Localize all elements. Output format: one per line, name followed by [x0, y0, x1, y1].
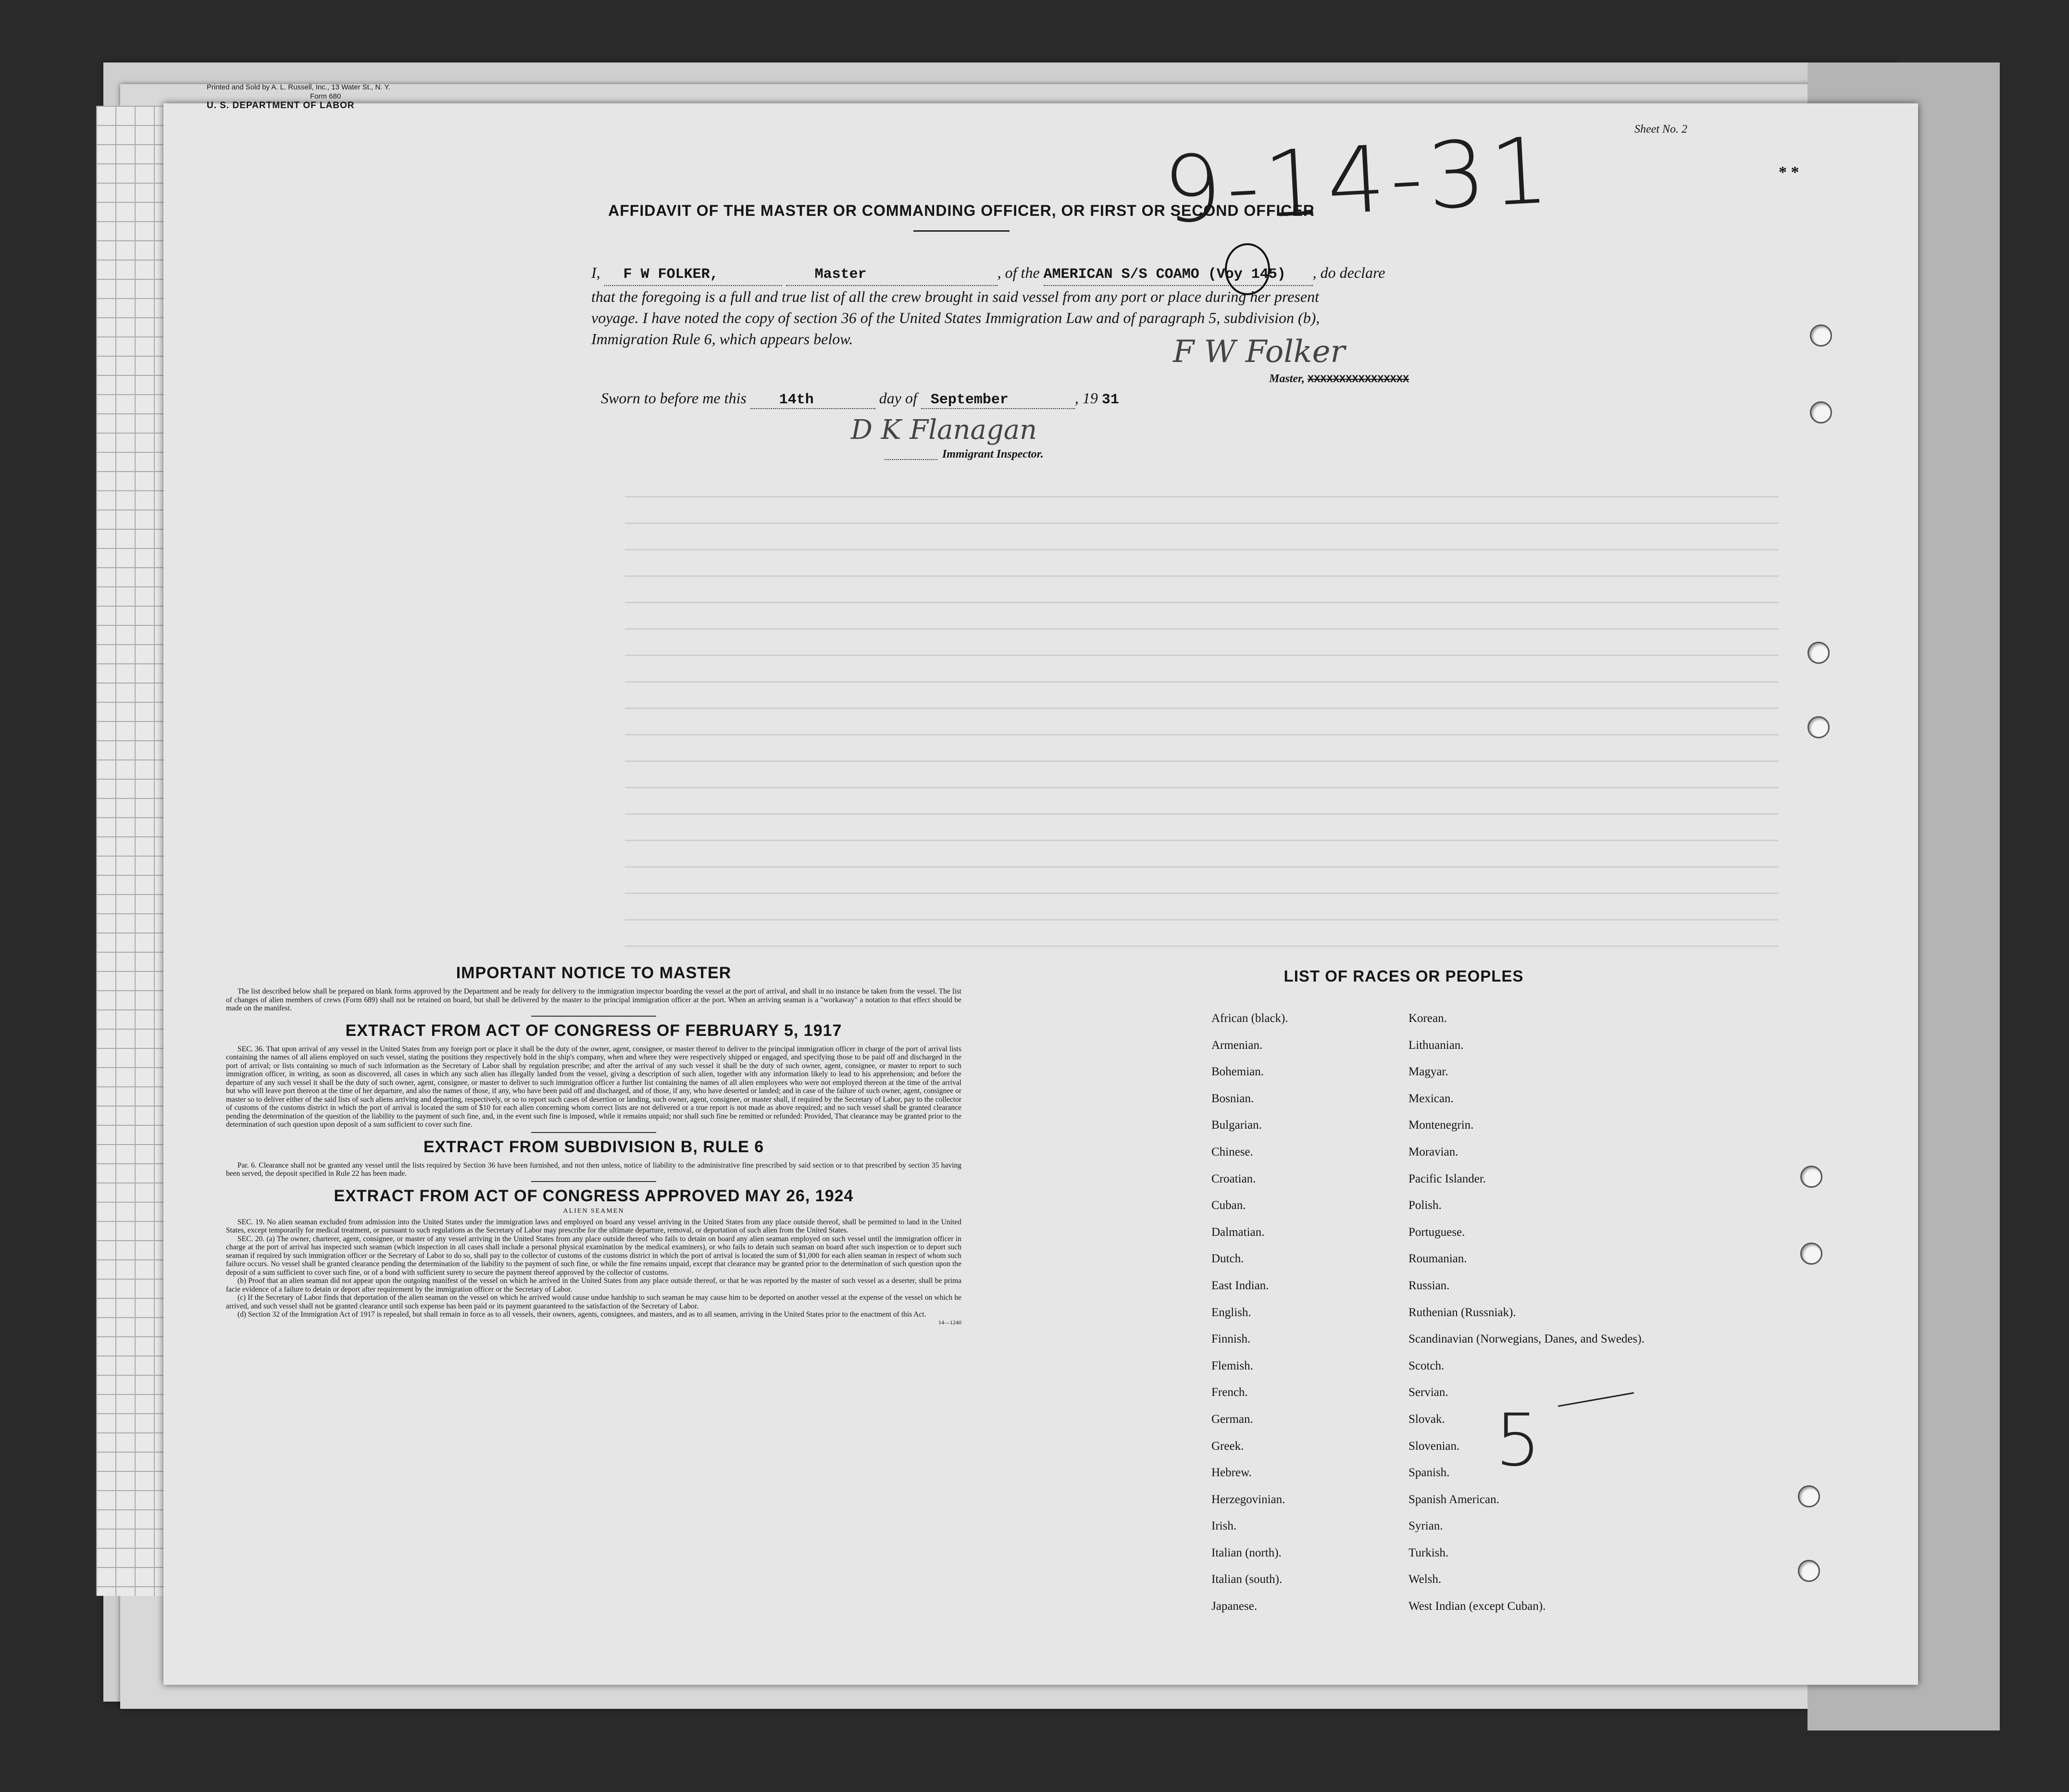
race-entry: Japanese. — [1211, 1600, 1258, 1613]
sheet-value: 2 — [1681, 123, 1687, 136]
race-entry: Servian. — [1408, 1386, 1448, 1399]
punch-hole — [1798, 1485, 1820, 1507]
race-entry: Armenian. — [1211, 1038, 1263, 1052]
inspector-label: Immigrant Inspector. — [942, 448, 1044, 460]
handwritten-mark: 5 — [1495, 1399, 1541, 1482]
bleed-through-text — [625, 471, 1779, 952]
alien-seamen-subtitle: ALIEN SEAMEN — [563, 1207, 624, 1215]
race-entry: Syrian. — [1408, 1519, 1443, 1533]
race-entry: Turkish. — [1408, 1546, 1449, 1559]
race-entry: Welsh. — [1408, 1573, 1442, 1586]
race-entry: Greek. — [1211, 1439, 1244, 1453]
race-entry: French. — [1211, 1386, 1248, 1399]
sworn-day: 14th — [750, 392, 875, 409]
printer-line: Printed and Sold by A. L. Russell, Inc., 13 Water St., N. Y. — [207, 83, 390, 91]
master-name: F W FOLKER, — [604, 264, 782, 286]
printer-imprint — [207, 83, 591, 110]
sec-20b: (b) Proof that an alien seaman did not appear upon the outgoing manifest of the vessel on which he arrived in the United States from any place outside thereof, or that he was reported by the master of such vessel as a deserter, shall be prima facie evidence of a failure to detain or deport after requirement by the immigration officer or the Secretary of Labor. — [226, 1277, 961, 1294]
declaration-line-1 — [591, 262, 1495, 286]
extract-rule6-title: EXTRACT FROM SUBDIVISION B, RULE 6 — [423, 1137, 764, 1156]
race-entry: Scandinavian (Norwegians, Danes, and Swedes). — [1408, 1332, 1645, 1346]
form-number: Form 680 — [310, 92, 341, 100]
form-code: 14—1240 — [938, 1319, 961, 1326]
margin-marks: * * — [1779, 163, 1799, 181]
races-column-left — [1211, 1011, 1394, 1626]
race-entry: West Indian (except Cuban). — [1408, 1600, 1546, 1613]
punch-hole — [1810, 324, 1832, 347]
race-entry: Lithuanian. — [1408, 1038, 1464, 1052]
declaration-line-4: Immigration Rule 6, which appears below. — [591, 330, 853, 348]
race-entry: Montenegrin. — [1408, 1119, 1474, 1132]
race-entry: Slovak. — [1408, 1412, 1445, 1426]
notice-section — [226, 964, 961, 1326]
sec-20d: (d) Section 32 of the Immigration Act of 1917 is repealed, but shall remain in force as to all vessels, their owners, agents, consignees, and masters, and as to all seamen, arriving in the United States prior to the enactment of this Act. — [237, 1310, 926, 1319]
race-entry: German. — [1211, 1412, 1253, 1426]
race-entry: Moravian. — [1408, 1145, 1458, 1158]
year-prefix: , 19 — [1074, 389, 1098, 407]
vessel-name: AMERICAN S/S COAMO (Voy 145) — [1044, 264, 1313, 286]
race-entry: Cuban. — [1211, 1199, 1246, 1212]
punch-hole — [1800, 1243, 1822, 1265]
punch-hole — [1798, 1560, 1820, 1582]
day-of: day of — [879, 389, 917, 407]
race-entry: Portuguese. — [1408, 1225, 1465, 1239]
race-entry: Irish. — [1211, 1519, 1237, 1533]
race-entry: Dutch. — [1211, 1252, 1244, 1266]
race-entry: Italian (north). — [1211, 1546, 1282, 1559]
race-entry: Bosnian. — [1211, 1092, 1254, 1105]
race-entry: Spanish. — [1408, 1466, 1450, 1480]
title-rule — [913, 230, 1010, 232]
graph-paper-edge — [96, 106, 173, 1596]
race-entry: Roumanian. — [1408, 1252, 1467, 1266]
race-entry: Slovenian. — [1408, 1439, 1460, 1453]
race-entry: Herzegovinian. — [1211, 1493, 1285, 1506]
extract-rule6-text: Par. 6. Clearance shall not be granted any vessel until the lists required by Section 36 have been furnished, and not then unless, notice of liability to the administrative fine prescribed by said section or to that prescribed by section 35 having been served, the deposit specified in Rule 22 has been made. — [226, 1161, 961, 1178]
race-entry: Ruthenian (Russniak). — [1408, 1306, 1516, 1319]
race-entry: Scotch. — [1408, 1359, 1445, 1372]
master-signature: F W Folker — [1173, 334, 1346, 370]
race-entry: Spanish American. — [1408, 1493, 1499, 1506]
extract-1917-title: EXTRACT FROM ACT OF CONGRESS OF FEBRUARY 5, 1917 — [345, 1021, 842, 1040]
notice-title: IMPORTANT NOTICE TO MASTER — [456, 964, 732, 982]
of-the: , of the — [997, 264, 1040, 281]
sec-20c: (c) If the Secretary of Labor finds that deportation of the alien seaman on the vessel on which he arrived would cause undue hardship to such seaman he may cause him to be deported on another vessel at the expense of the vessel on which he arrived, and such vessel shall not be granted clearance until such expense has been paid or its payment guaranteed to the satisfaction of the Secretary of Labor. — [226, 1294, 961, 1310]
race-entry: Chinese. — [1211, 1145, 1253, 1158]
sheet-label: Sheet No. — [1634, 123, 1679, 136]
race-entry: Magyar. — [1408, 1065, 1448, 1079]
struck-title: XXXXXXXXXXXXXXXX — [1308, 373, 1409, 386]
sheet-number — [1634, 123, 1687, 136]
master-rank: Master — [786, 264, 997, 286]
race-entry: Croatian. — [1211, 1172, 1256, 1185]
races-list — [1197, 967, 1645, 1613]
declaration — [591, 262, 1495, 349]
races-title: LIST OF RACES OR PEOPLES — [1284, 967, 1524, 985]
sworn-year: 31 — [1101, 392, 1119, 408]
master-label-text: Master, — [1269, 373, 1305, 385]
race-entry: Finnish. — [1211, 1332, 1251, 1346]
master-label — [1269, 373, 1409, 386]
punch-hole — [1800, 1166, 1822, 1188]
race-entry: Polish. — [1408, 1199, 1442, 1212]
race-entry: English. — [1211, 1306, 1251, 1319]
handwritten-date: 9-14-31 — [1160, 117, 1556, 244]
sworn-month: September — [921, 392, 1075, 409]
punch-hole — [1807, 642, 1830, 664]
do-declare: , do declare — [1312, 264, 1385, 281]
divider — [531, 1132, 656, 1133]
declaration-line-3: voyage. I have noted the copy of section 36 of the United States Immigration Law and of paragraph 5, subdivision (b), — [591, 309, 1320, 326]
punch-hole — [1810, 401, 1832, 423]
race-entry: East Indian. — [1211, 1279, 1269, 1292]
department-name: U. S. DEPARTMENT OF LABOR — [207, 100, 355, 111]
race-entry: Pacific Islander. — [1408, 1172, 1486, 1185]
divider — [531, 1181, 656, 1182]
extract-1917-text: SEC. 36. That upon arrival of any vessel in the United States from any foreign port or place it shall be the duty of the owner, agent, consignee, or master thereof to deliver to the principal immigration officer in charge of the port of arrival lists containing the names of all aliens employed on such vessel, stating the positions they respectively hold in the ship's company, when and where they were respectively shipped or engaged, and specifying those to be paid off and discharged in the port of arrival; or lists containing so much of such information as the Secretary of Labor shall by regulation prescribe; and after the arrival of any such vessel it shall be the duty of such owner, agent, consignee, or master to report to such immigration officer, in writing, as soon as discovered, all cases in which any such alien has illegally landed from the vessel, giving a description of such alien, together with any information likely to lead to his apprehension; and before the departure of any such vessel it shall be the duty of such owner, agent, consignee, or master to deliver to such immigration officer a further list containing the names of all alien employees who were not employed thereon at the time of the arrival but who will leave port thereon at the time of her departure, and also the names of those, if any, who have been paid off and discharged, and of those, if any, who have deserted or landed; and in case of the failure of such owner, agent, consignee or master so to deliver either of the said lists of such aliens arriving and departing, respectively, or so to report such cases of desertion or landing, such owner, agent, consignee, or master shall, if required by the Secretary of Labor, pay to the collector of customs of the customs district in which the port of arrival is located the sum of $10 for each alien concerning whom correct lists are not delivered or a true report is not made as above required; and no such vessel shall be granted clearance pending the determination of the question of the liability to the payment of such fine, and, in the event such fine is imposed, while it remains unpaid; nor shall such fine be remitted or refunded: Provided, That clearance may be granted prior to the determination of such question upon deposit of a sum sufficient to cover such fine. — [226, 1045, 961, 1129]
race-entry: African (black). — [1211, 1012, 1288, 1025]
affidavit-title — [481, 202, 1442, 232]
sworn-line — [601, 389, 1119, 409]
race-entry: Russian. — [1408, 1279, 1450, 1292]
notice-text: The list described below shall be prepared on blank forms approved by the Department and be ready for delivery to the immigration inspector boarding the vessel at the port of arrival, and shall in no instance be taken from the vessel. The list of changes of alien members of crews (Form 689) shall not be retained on board, but shall be delivered by the master to the principal immigration officer at the port. When an arriving seaman is a "workaway" a notation to that effect should be made on the manifest. — [226, 987, 961, 1012]
punch-hole — [1807, 716, 1830, 738]
pronoun: I, — [591, 264, 600, 281]
extract-1924-title: EXTRACT FROM ACT OF CONGRESS APPROVED MAY 26, 1924 — [334, 1186, 854, 1205]
race-entry: Bulgarian. — [1211, 1119, 1262, 1132]
divider — [531, 1016, 656, 1017]
race-entry: Mexican. — [1408, 1092, 1454, 1105]
inspector-signature: D K Flanagan — [851, 414, 1037, 446]
race-entry: Flemish. — [1211, 1359, 1253, 1372]
inspector-signature-line — [885, 459, 937, 460]
sec-19: SEC. 19. No alien seaman excluded from admission into the United States under the immigration laws and employed on board any vessel arriving in the United States from any place outside thereof, shall be permitted to land in the United States, except temporarily for medical treatment, or pursuant to such regulations as the Secretary of Labor may prescribe for the ultimate departure, removal, or deportation of such alien from the United States. — [226, 1218, 961, 1234]
race-entry: Italian (south). — [1211, 1573, 1283, 1586]
sec-20a: SEC. 20. (a) The owner, charterer, agent, consignee, or master of any vessel arriving in the United States from any place outside thereof who fails to detain on board any alien seaman employed on such vessel until the immigration officer in charge at the port of arrival has inspected such seaman (which inspection in all cases shall include a personal physical examination by the medical examiners), or who fails to detain such seaman on board after such inspection or to deport such seaman if required by such immigration officer or the Secretary of Labor to do so, shall pay to the collector of customs of the customs district in which the port of arrival is located the sum of $1,000 for each alien seaman in respect of whom such failure occurs. No vessel shall be granted clearance pending the determination of the liability to the payment of such fine, or while the fine remains unpaid, except that clearance may be granted prior to the determination of such question upon the deposit of a sum sufficient to cover such fine, or of a bond with sufficient surety to secure the payment thereof approved by the collector of customs. — [226, 1234, 961, 1277]
races-column-right — [1408, 1011, 1649, 1626]
declaration-line-2: that the foregoing is a full and true list of all the crew brought in said vessel from any port or place during her present — [591, 288, 1319, 305]
sworn-text: Sworn to before me this — [601, 389, 747, 407]
race-entry: Korean. — [1408, 1012, 1447, 1025]
affidavit-title-text: AFFIDAVIT OF THE MASTER OR COMMANDING OFFICER, OR FIRST OR SECOND OFFICER — [608, 202, 1315, 219]
race-entry: Dalmatian. — [1211, 1225, 1265, 1239]
race-entry: Hebrew. — [1211, 1466, 1252, 1480]
race-entry: Bohemian. — [1211, 1065, 1264, 1079]
